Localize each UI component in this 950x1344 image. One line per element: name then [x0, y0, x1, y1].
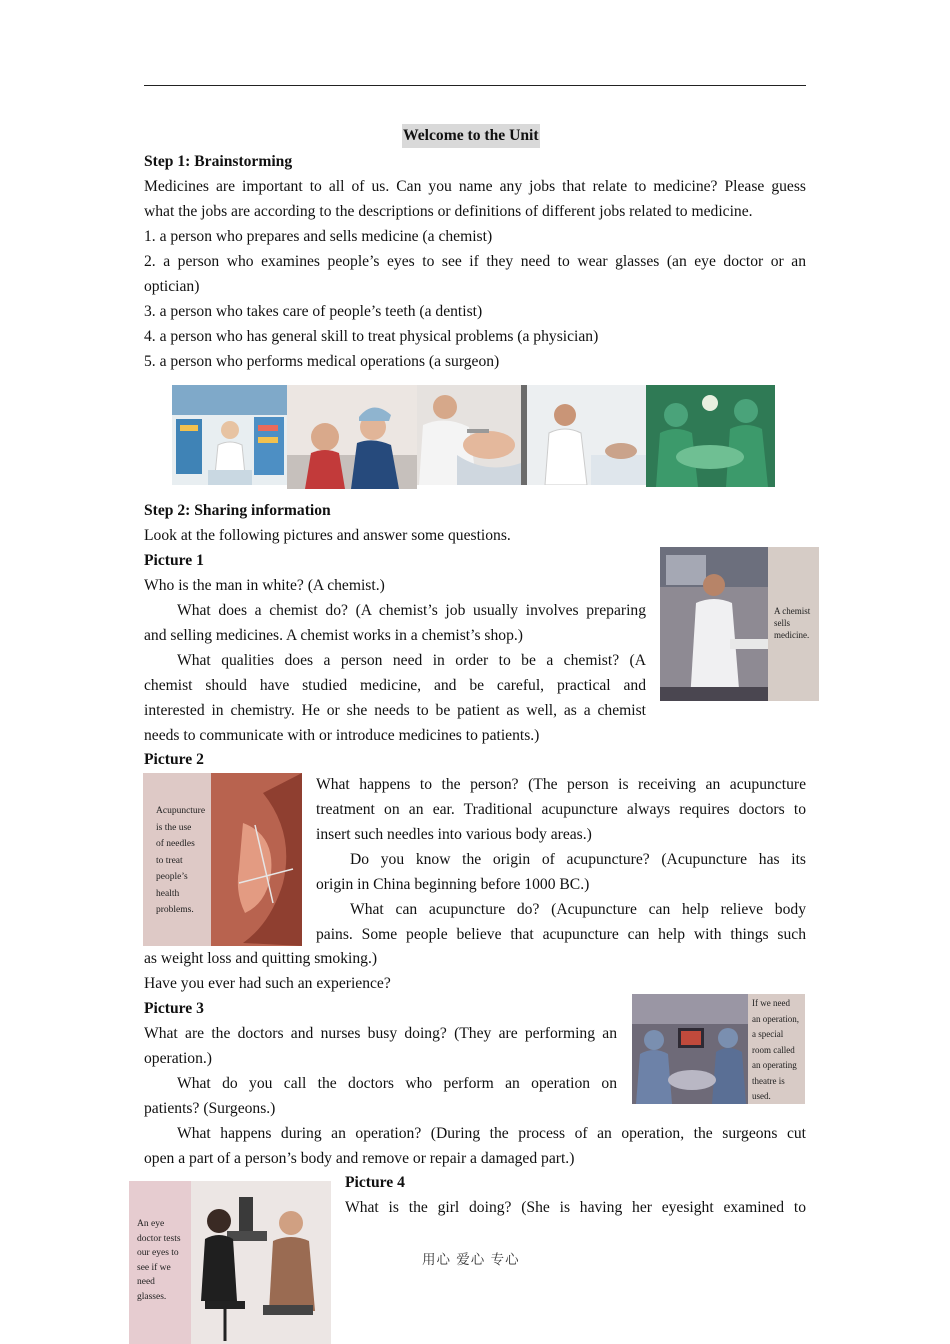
picture2-line9: Have you ever had such an experience?	[144, 975, 391, 992]
list-item-1: 1. a person who prepares and sells medicine (a chemist)	[144, 228, 493, 245]
picture2-line2: treatment on an ear. Traditional acupuncture always requires doctors to	[316, 801, 806, 818]
picture3-line4: patients? (Surgeons.)	[144, 1100, 276, 1117]
picture1-caption: A chemist sells medicine.	[774, 606, 811, 640]
picture3-line1: What are the doctors and nurses busy doing? (They are performing an	[144, 1025, 617, 1042]
picture1-line2: What does a chemist do? (A chemist’s job usually involves preparing	[177, 602, 646, 619]
step1-heading: Step 1: Brainstorming	[144, 153, 293, 170]
picture4-line1: What is the girl doing? (She is having her eyesight examined to	[345, 1199, 806, 1216]
picture1-line5: chemist should have studied medicine, and be careful, practical and	[144, 677, 646, 694]
page-footer: 用心 爱心 专心	[422, 1252, 520, 1268]
picture1-line6: interested in chemistry. He or she needs to be patient as well, as a chemist	[144, 702, 646, 719]
list-item-2: 2. a person who examines people’s eyes to see if they need to wear glasses (an eye doctor or an	[144, 253, 806, 270]
picture2-line8: as weight loss and quitting smoking.)	[144, 950, 378, 967]
picture2-line6: What can acupuncture do? (Acupuncture can help relieve body	[350, 901, 806, 918]
step1-intro-line2: what the jobs are according to the descriptions or definitions of different jobs related to medicine.	[144, 203, 753, 220]
picture2-line1: What happens to the person? (The person is receiving an acupuncture	[316, 776, 806, 793]
step1-intro-line1: Medicines are important to all of us. Can you name any jobs that relate to medicine? Please guess	[144, 178, 806, 195]
picture4-caption: An eye doctor tests our eyes to see if we need glasses.	[137, 1219, 181, 1302]
picture2-line3: insert such needles into various body areas.)	[316, 826, 592, 843]
picture2-heading: Picture 2	[144, 751, 204, 768]
picture1-line4: What qualities does a person need in order to be a chemist? (A	[177, 652, 646, 669]
acupuncture-textbook-image	[143, 773, 302, 946]
physician-photo	[521, 385, 646, 485]
picture3-line3: What do you call the doctors who perform an operation on	[177, 1075, 617, 1092]
list-item-4: 4. a person who has general skill to treat physical problems (a physician)	[144, 328, 599, 345]
header-rule	[144, 85, 806, 86]
picture3-line6: open a part of a person’s body and remove or repair a damaged part.)	[144, 1150, 575, 1167]
picture1-heading: Picture 1	[144, 552, 204, 569]
list-item-2-cont: optician)	[144, 278, 200, 295]
picture2-line4: Do you know the origin of acupuncture? (Acupuncture has its	[350, 851, 806, 868]
operating-theatre-textbook-image	[632, 994, 805, 1104]
dentist-photo	[417, 385, 521, 485]
surgery-photo	[646, 385, 775, 487]
picture1-line3: and selling medicines. A chemist works in a chemist’s shop.)	[144, 627, 523, 644]
eye-exam-photo	[287, 385, 417, 489]
eye-doctor-textbook-image	[129, 1181, 331, 1344]
step2-heading: Step 2: Sharing information	[144, 502, 331, 519]
picture3-heading: Picture 3	[144, 1000, 204, 1017]
step2-intro: Look at the following pictures and answer some questions.	[144, 527, 511, 544]
picture1-line1: Who is the man in white? (A chemist.)	[144, 577, 385, 594]
chemist-shop-photo	[172, 385, 287, 485]
picture3-caption: If we need an operation, a special room called an operating theatre is used.	[752, 998, 799, 1101]
picture2-line7: pains. Some people believe that acupuncture can help with things such	[316, 926, 806, 943]
picture1-line7: needs to communicate with or introduce medicines to patients.)	[144, 727, 540, 744]
list-item-3: 3. a person who takes care of people’s teeth (a dentist)	[144, 303, 483, 320]
picture3-line2: operation.)	[144, 1050, 212, 1067]
picture2-line5: origin in China beginning before 1000 BC.)	[316, 876, 590, 893]
list-item-5: 5. a person who performs medical operations (a surgeon)	[144, 353, 500, 370]
picture4-heading: Picture 4	[345, 1174, 405, 1191]
picture3-line5: What happens during an operation? (During the process of an operation, the surgeons cut	[177, 1125, 806, 1142]
picture2-caption: Acupuncture is the use of needles to treat people’s health problems.	[156, 806, 206, 915]
chemist-textbook-image	[660, 547, 819, 701]
page-title: Welcome to the Unit	[402, 124, 540, 148]
